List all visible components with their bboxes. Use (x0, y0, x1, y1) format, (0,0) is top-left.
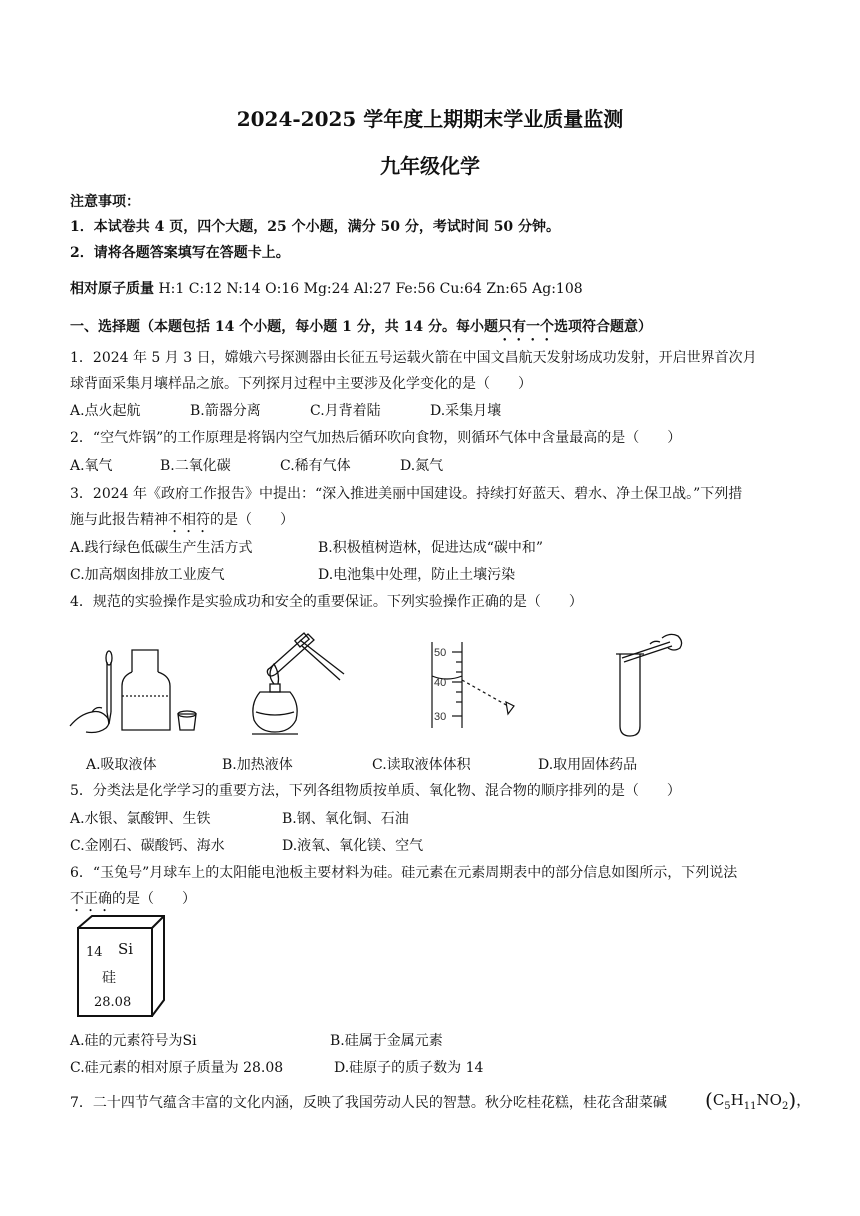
q3-stem-line2 (70, 509, 294, 536)
q6-stem-line2-b: 的是（ ） (112, 891, 196, 907)
q6-option-c: C.硅元素的相对原子质量为 28.08 (70, 1060, 284, 1076)
q3-option-c: C.加高烟囱排放工业废气 (70, 567, 225, 583)
q1-option-c: C.月背着陆 (310, 403, 381, 419)
cylinder-figure (422, 640, 532, 730)
atomic-masses-values: H:1 C:12 N:14 O:16 Mg:24 Al:27 Fe:56 Cu:64 Zn:65 Ag:108 (158, 281, 583, 297)
q4-caption-c: C.读取液体体积 (372, 757, 471, 773)
atomic-masses-label: 相对原子质量 (70, 281, 154, 297)
formula-h: H (730, 1091, 744, 1109)
q6-stem-line2 (70, 888, 196, 915)
q6-option-b: B.硅属于金属元素 (330, 1033, 443, 1049)
q3-option-d: D.电池集中处理，防止土壤污染 (318, 567, 516, 583)
notice-item-1: 1．本试卷共 4 页，四个大题，25 个小题，满分 50 分，考试时间 50 分钟。 (70, 219, 561, 235)
q5-option-c: C.金刚石、碳酸钙、海水 (70, 838, 225, 854)
q1-option-b: B.箭器分离 (190, 403, 261, 419)
element-mass: 28.08 (94, 995, 132, 1010)
q3-option-a: A.践行绿色低碳生产生活方式 (70, 540, 253, 556)
q7-stem-line1: 7．二十四节气蕴含丰富的文化内涵，反映了我国劳动人民的智慧。秋分吃桂花糕，桂花含甜菜碱 (70, 1095, 667, 1111)
element-atomic-number: 14 (86, 945, 103, 960)
atomic-masses (70, 278, 583, 298)
q1-option-a: A.点火起航 (70, 403, 141, 419)
q2-option-c: C.稀有气体 (280, 458, 351, 474)
q4-caption-a: A.吸取液体 (86, 757, 157, 773)
q3-stem-emphasis: 不相符 (168, 512, 210, 528)
cylinder-tick-30: 30 (434, 711, 447, 723)
dropper-figure (66, 630, 206, 740)
q2-stem-line1: 2．“空气炸锅”的工作原理是将锅内空气加热后循环吹向食物，则循环气体中含量最高的是（ ） (70, 430, 682, 446)
section1-heading (70, 316, 652, 344)
q5-option-d: D.液氧、氧化镁、空气 (282, 838, 424, 854)
formula-o-sub: 2 (781, 1101, 789, 1112)
formula-c: C (712, 1091, 725, 1109)
q1-stem-line2: 球背面采集月壤样品之旅。下列探月过程中主要涉及化学变化的是（ ） (70, 376, 532, 392)
q5-option-a: A.水银、氯酸钾、生铁 (70, 811, 211, 827)
cylinder-tick-40: 40 (434, 677, 447, 689)
element-symbol: Si (118, 940, 134, 958)
heating-figure (240, 628, 360, 740)
q7-tail: ， (796, 1091, 812, 1109)
q1-option-d: D.采集月壤 (430, 403, 502, 419)
exam-subtitle: 九年级化学 (380, 154, 480, 178)
notice-heading: 注意事项： (70, 194, 140, 210)
exam-title: 2024-2025 学年度上期期末学业质量监测 (236, 107, 624, 131)
q2-option-b: B.二氧化碳 (160, 458, 231, 474)
q4-stem-line1: 4．规范的实验操作是实验成功和安全的重要保证。下列实验操作正确的是（ ） (70, 594, 583, 610)
q4-caption-d: D.取用固体药品 (538, 757, 638, 773)
q1-stem-line1: 1．2024 年 5 月 3 日，嫦娥六号探测器由长征五号运载火箭在中国文昌航天发射场成功发射，开启世界首次月 (70, 350, 757, 366)
q5-stem-line1: 5．分类法是化学学习的重要方法，下列各组物质按单质、氧化物、混合物的顺序排列的是（ ） (70, 783, 681, 799)
q3-stem-line2-b: 的是（ ） (210, 512, 294, 528)
q6-option-d: D.硅原子的质子数为 14 (334, 1060, 484, 1076)
q3-stem-line1: 3．2024 年《政府工作报告》中提出：“深入推进美丽中国建设。持续打好蓝天、碧水、净土保卫战。”下列措 (70, 486, 743, 502)
formula-c-sub: 5 (724, 1101, 731, 1112)
q3-stem-line2-a: 施与此报告精神 (70, 512, 168, 528)
section1-heading-emphasis: 只有一个 (497, 319, 554, 335)
q6-option-a: A.硅的元素符号为Si (70, 1033, 197, 1049)
solid-reagent-figure (600, 628, 690, 740)
formula-h-sub: 11 (743, 1101, 757, 1112)
section1-heading-a: 一、选择题（本题包括 14 个小题，每小题 1 分，共 14 分。每小题 (70, 319, 498, 335)
q4-caption-b: B.加热液体 (222, 757, 293, 773)
q2-option-d: D.氮气 (400, 458, 444, 474)
q2-option-a: A.氧气 (70, 458, 113, 474)
q6-stem-emphasis: 不正确 (70, 891, 112, 907)
element-name: 硅 (102, 970, 116, 986)
q3-option-b: B.积极植树造林，促进达成“碳中和” (318, 540, 544, 556)
cylinder-tick-50: 50 (434, 647, 447, 659)
formula-no: NO (756, 1091, 782, 1109)
section1-heading-b: 选项符合题意） (553, 319, 652, 335)
q5-option-b: B.钢、氧化铜、石油 (282, 811, 409, 827)
q7-formula: $(C_5H_{11}NO_2)$， (705, 1088, 812, 1112)
q6-stem-line1: 6．“玉兔号”月球车上的太阳能电池板主要材料为硅。硅元素在元素周期表中的部分信息如图所示，下列说法 (70, 865, 738, 881)
element-cell-figure (74, 912, 168, 1020)
notice-item-2: 2．请将各题答案填写在答题卡上。 (70, 245, 290, 261)
